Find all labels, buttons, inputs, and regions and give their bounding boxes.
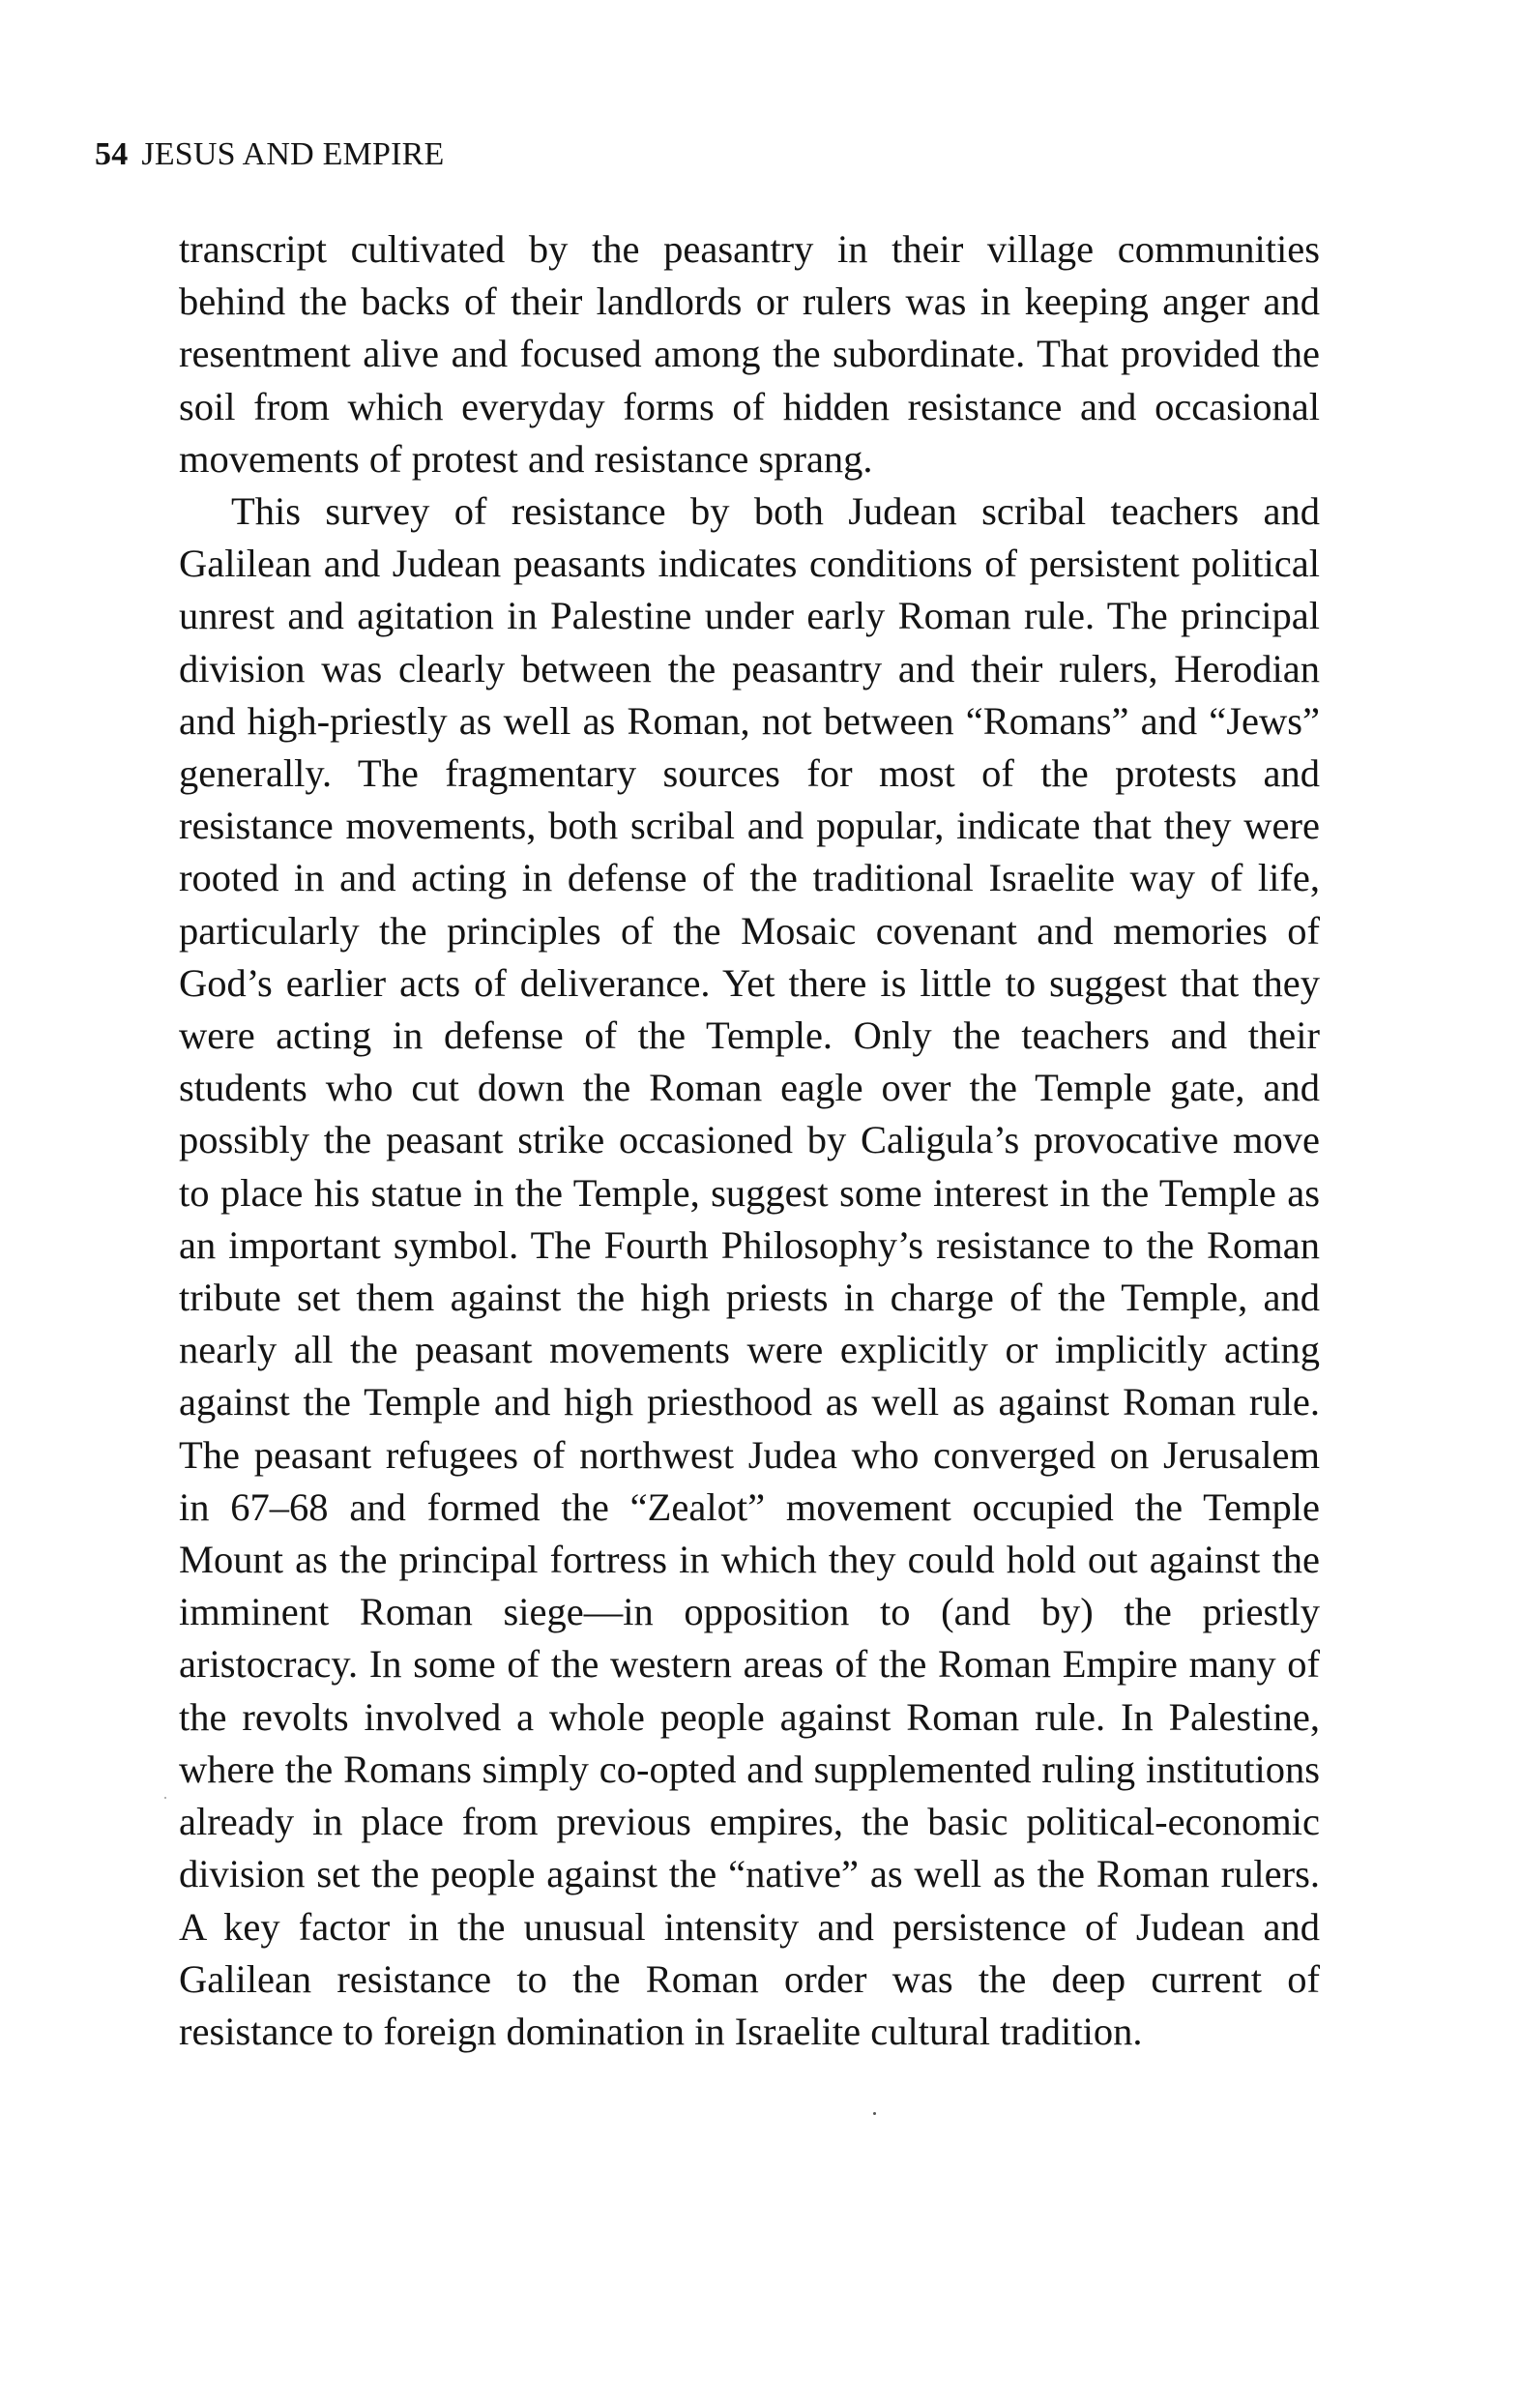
page-number: 54 — [95, 136, 129, 172]
body-text — [179, 223, 1320, 2058]
running-title: JESUS AND EMPIRE — [141, 136, 445, 172]
scan-speck-mark — [164, 1797, 166, 1799]
paragraph-continued: transcript cultivated by the peasantry in their village communities behind the backs of their landlords or rulers was in keeping anger and resentment alive and focused among the subordinate. That provided the soil from which everyday forms of hidden resistance and occasional movements of protest and resistance sprang. — [179, 227, 1320, 481]
scan-dot-mark — [873, 2112, 876, 2115]
paragraph-resistance-survey: This survey of resistance by both Judean scribal teachers and Galilean and Judean peasants indicates conditions of persistent political unrest and agitation in Palestine under early Roman rule. The principal division was clearly between the peasantry and their rulers, Herodian and high-priestly as well as Roman, not between “Romans” and “Jews” generally. The fragmentary sources for most of the protests and resistance movements, both scribal and popular, indicate that they were rooted in and acting in defense of the traditional Israelite way of life, particularly the principles of the Mosaic covenant and memories of God’s earlier acts of deliverance. Yet there is little to suggest that they were acting in defense of the Temple. Only the teachers and their students who cut down the Roman eagle over the Temple gate, and possibly the peasant strike occasioned by Caligula’s provocative move to place his statue in the Temple, suggest some interest in the Temple as an important symbol. The Fourth Philosophy’s resistance to the Roman tribute set them against the high priests in charge of the Temple, and nearly all the peasant movements were explicitly or implicitly acting against the Temple and high priesthood as well as against Roman rule. The peasant refugees of northwest Judea who converged on Jerusalem in 67–68 and formed the “Zealot” movement occupied the Temple Mount as the principal fortress in which they could hold out against the imminent Roman siege—in opposition to (and by) the priestly aristocracy. In some of the western areas of the Roman Empire many of the revolts involved a whole people against Roman rule. In Palestine, where the Romans simply co-opted and supplemented ruling institutions already in place from previous empires, the basic political-economic division set the people against the “native” as well as the Roman rulers. A key factor in the unusual intensity and persistence of Judean and Galilean resistance to the Roman order was the deep current of resistance to foreign domination in Israelite cultural tradition. — [179, 489, 1320, 2053]
running-head — [95, 135, 444, 174]
